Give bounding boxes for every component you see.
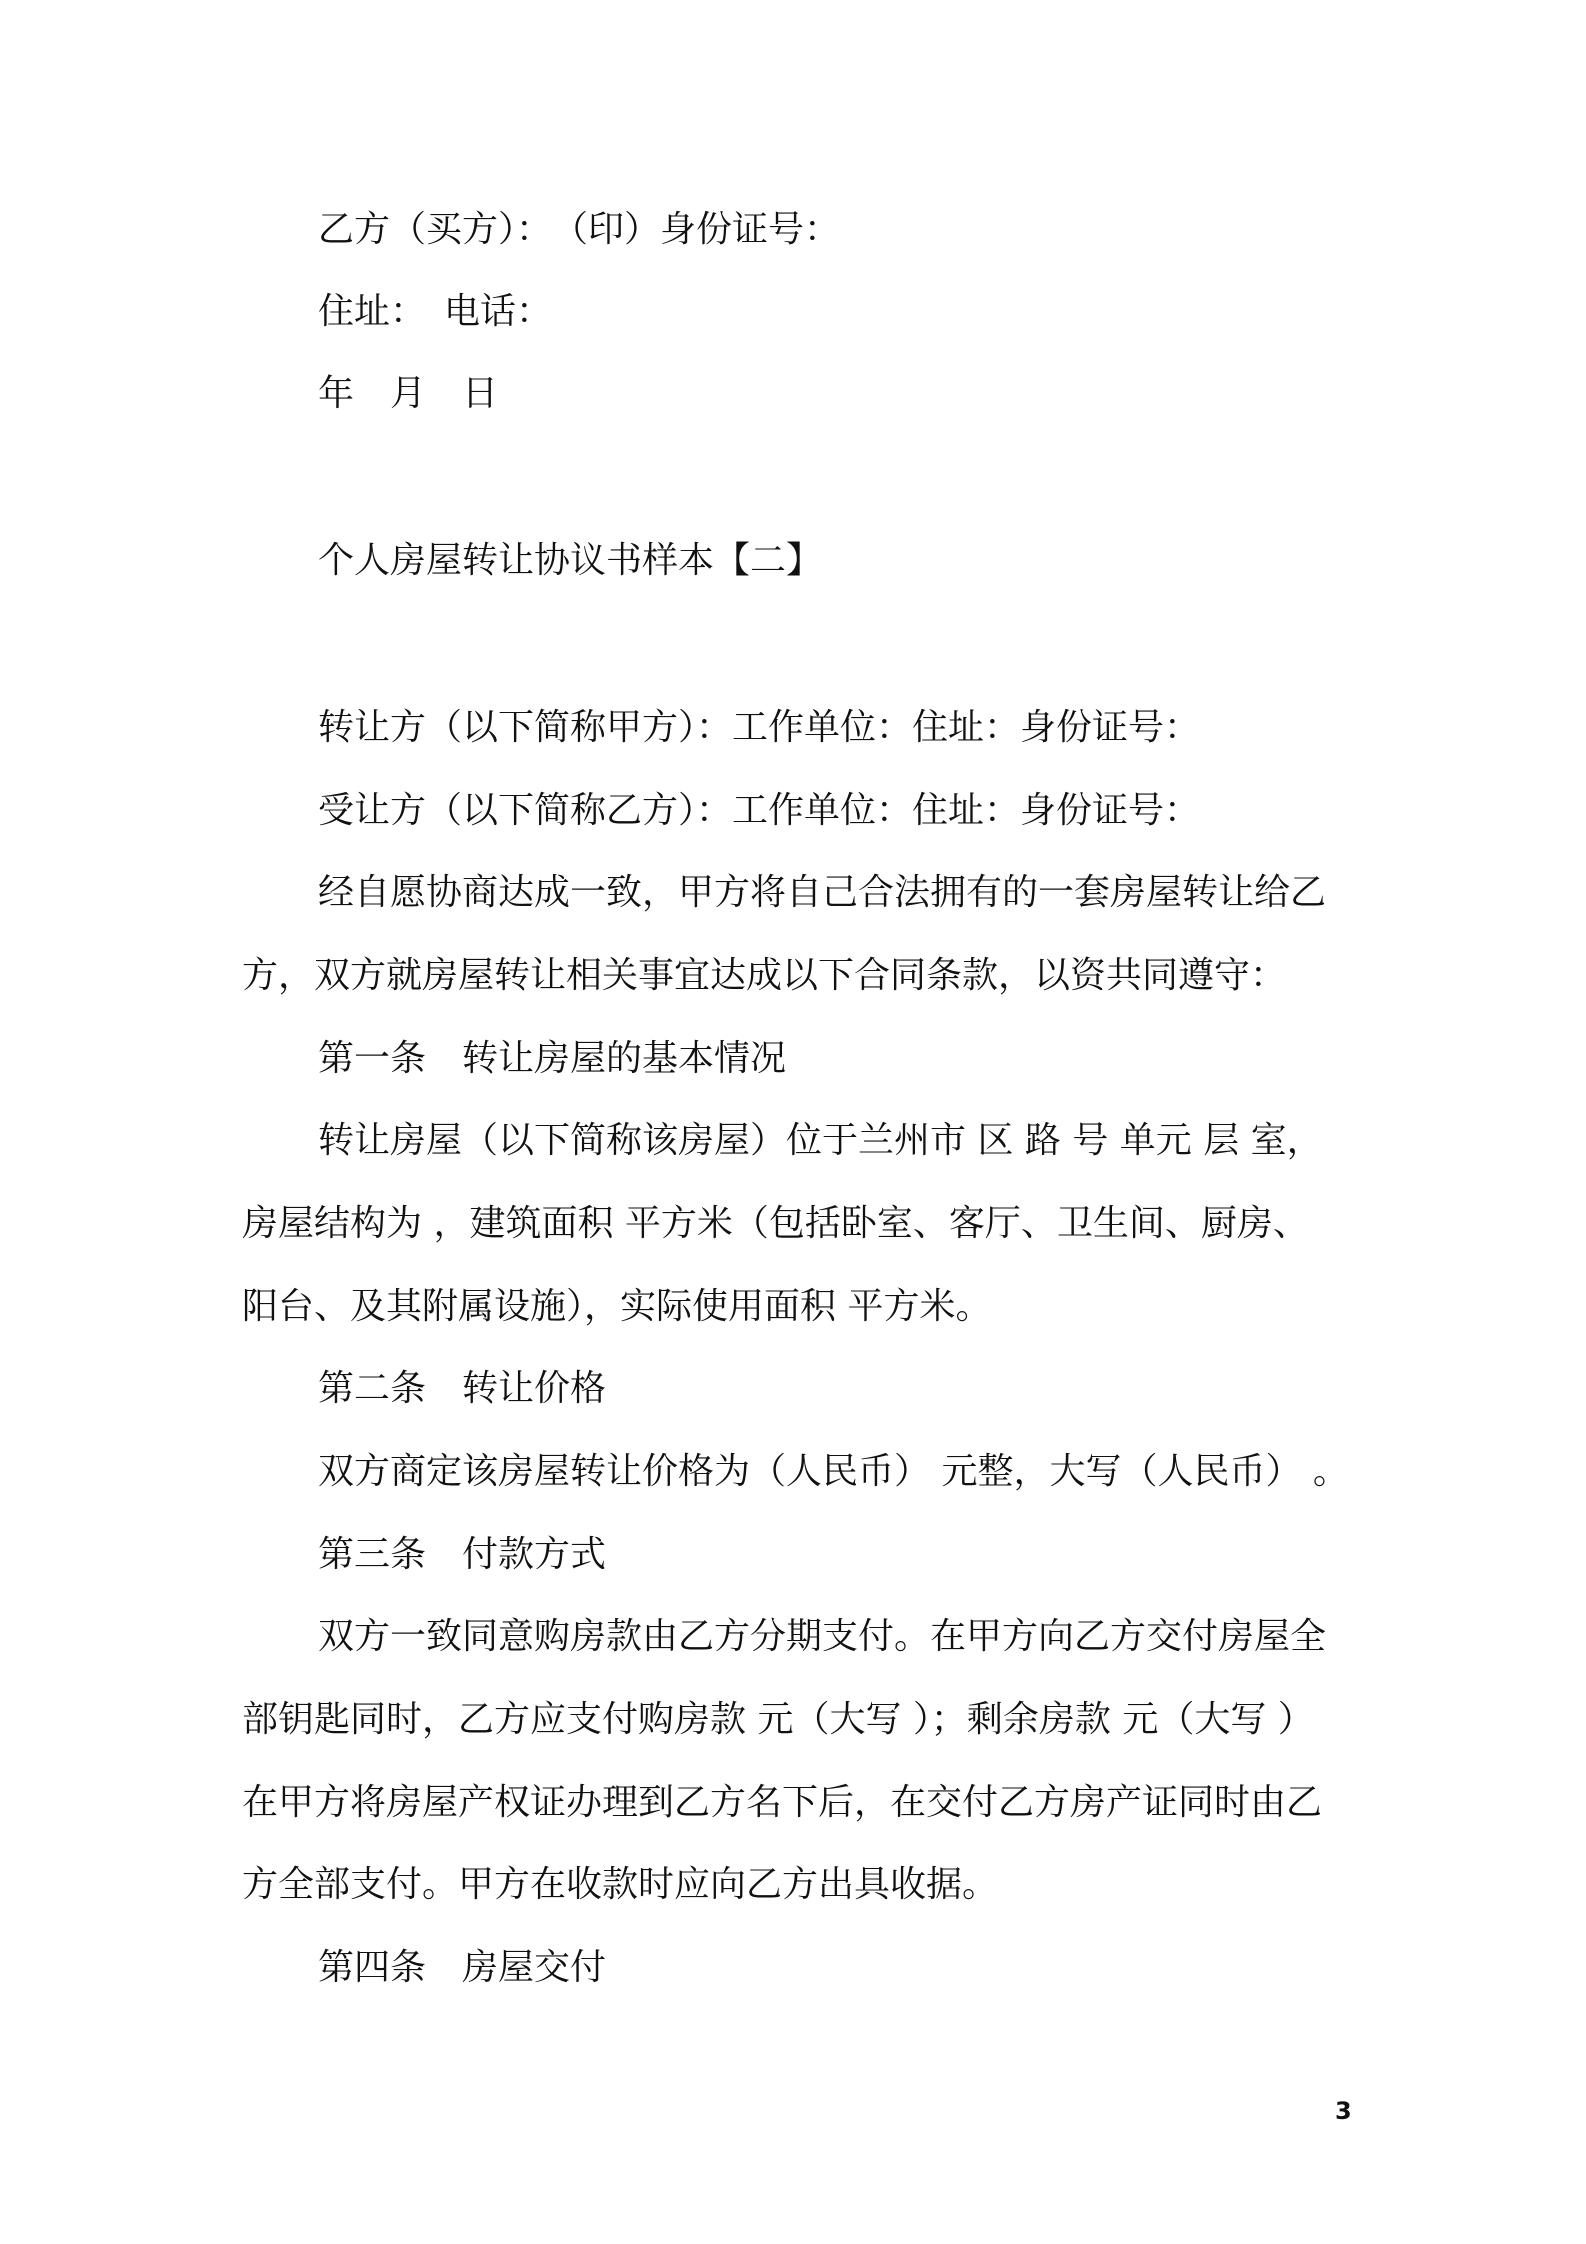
article-heading: 第四条 房屋交付 [318,1947,607,1988]
article-heading: 第三条 付款方式 [318,1534,607,1575]
date-line: 年 月 日 [318,373,499,414]
article-heading: 第一条 转让房屋的基本情况 [318,1038,787,1079]
buyer-signature-line: 乙方（买方）： （印）身份证号： [318,209,841,250]
transferor-line: 转让方（以下简称甲方）：工作单位：住址：身份证号： [318,707,1201,748]
paragraph-line: 房屋结构为 ，建筑面积 平方米（包括卧室、客厅、卫生间、厨房、 [242,1203,1309,1244]
paragraph-line: 方，双方就房屋转让相关事宜达成以下合同条款，以资共同遵守： [242,955,1287,996]
paragraph-line: 双方一致同意购房款由乙方分期支付。在甲方向乙方交付房屋全 [318,1616,1327,1657]
article-heading: 第二条 转让价格 [318,1368,607,1409]
address-phone-line: 住址： 电话： [318,291,553,332]
paragraph-line: 经自愿协商达成一致，甲方将自己合法拥有的一套房屋转让给乙 [318,872,1327,913]
paragraph-line: 转让房屋（以下简称该房屋）位于兰州市 区 路 号 单元 层 室， [318,1120,1323,1161]
section-title: 个人房屋转让协议书样本【二】 [318,540,823,581]
paragraph-line: 双方商定该房屋转让价格为（人民币） 元整，大写（人民币） 。 [318,1451,1349,1492]
page-number: 3 [1335,2097,1352,2125]
paragraph-line: 部钥匙同时，乙方应支付购房款 元（大写 ）；剩余房款 元（大写 ） [242,1699,1314,1740]
paragraph-line: 阳台、及其附属设施），实际使用面积 平方米。 [242,1286,992,1327]
paragraph-line: 在甲方将房屋产权证办理到乙方名下后，在交付乙方房产证同时由乙 [242,1782,1323,1823]
paragraph-line: 方全部支付。甲方在收款时应向乙方出具收据。 [242,1864,999,1905]
transferee-line: 受让方（以下简称乙方）：工作单位：住址：身份证号： [318,790,1201,831]
